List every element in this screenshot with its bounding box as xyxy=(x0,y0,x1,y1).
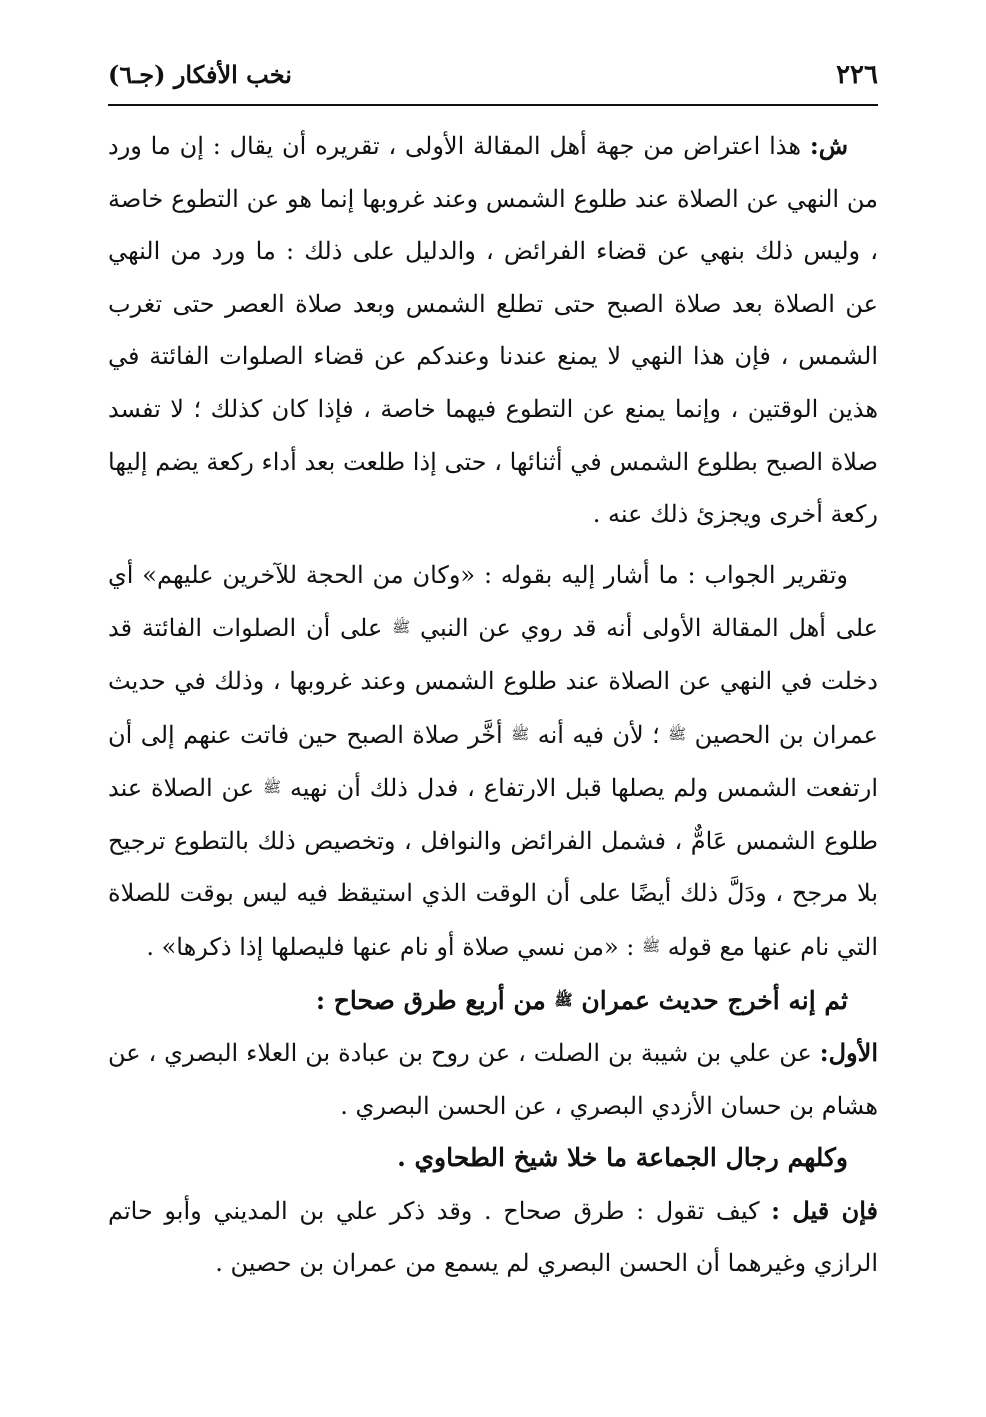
paragraph-text: عن علي بن شيبة بن الصلت ، عن روح بن عبادة بن العلاء البصري ، عن هشام بن حسان الأزدي البصري ، عن الحسن البصري . xyxy=(108,1039,878,1120)
section-heading xyxy=(108,1132,878,1185)
page-header xyxy=(108,58,878,102)
commentary-paragraph xyxy=(108,120,878,541)
header-divider xyxy=(108,104,878,106)
page-number: ٢٢٦ xyxy=(836,60,878,90)
paragraph-text: : «من نسي صلاة أو نام عنها فليصلها إذا ذكرها» . xyxy=(146,932,635,961)
heading-text: ثم إنه أخرج حديث عمران xyxy=(581,985,848,1015)
paragraph-text: على أن الصلوات الفائتة قد دخلت في النهي عن الصلاة عند طلوع الشمس وعند غروبها ، وذلك في حديث عمران بن الحصين xyxy=(108,614,878,749)
paragraph-lead: فإن قيل : xyxy=(771,1195,878,1225)
answer-paragraph xyxy=(108,549,878,974)
honorific-icon: ﷺ xyxy=(642,936,661,955)
paragraph-text: أخَّر صلاة الصبح حين فاتت عنهم إلى أن ارتفعت الشمس ولم يصلها قبل الارتفاع ، فدل ذلك أن نهيه xyxy=(108,720,878,803)
page-body xyxy=(108,120,878,1290)
honorific-icon: ﷺ xyxy=(668,724,687,743)
section-heading xyxy=(108,974,878,1028)
paragraph-gap xyxy=(108,541,878,549)
paragraph-text: عن الصلاة عند طلوع الشمس عَامٌّ ، فشمل الفرائض والنوافل ، وتخصيص ذلك بالتطوع ترجيح بلا مرجح ، ودَلَّ ذلك أيضًا على أن الوقت الذي استيقظ فيه ليس بوقت للصلاة التي نام عنها مع قوله xyxy=(108,774,878,961)
paragraph-text: كيف تقول : طرق صحاح . وقد ذكر علي بن المديني وأبو حاتم الرازي وغيرهما أن الحسن البصري لم يسمع من عمران بن حصين . xyxy=(108,1196,878,1278)
honorific-icon: ﷺ xyxy=(262,778,282,797)
paragraph-lead: ش: xyxy=(809,131,848,160)
honorific-icon: ﷺ xyxy=(392,618,411,637)
honorific-icon: ﷺ xyxy=(554,990,573,1009)
paragraph-lead: الأول: xyxy=(819,1038,878,1068)
paragraph-text: ؛ لأن فيه أنه xyxy=(537,720,660,749)
heading-text: من أربع طرق صحاح : xyxy=(315,985,546,1015)
heading-text: وكلهم رجال الجماعة ما خلا شيخ الطحاوي . xyxy=(397,1143,848,1173)
chain-paragraph xyxy=(108,1027,878,1132)
paragraph-text: وتقرير الجواب : ما أشار إليه بقوله : «وكان من الحجة للآخرين عليهم» أي على أهل المقالة الأولى أنه قد روي عن النبي xyxy=(108,560,878,643)
objection-paragraph xyxy=(108,1185,878,1290)
book-title: نخب الأفكار (جـ٦) xyxy=(108,60,292,89)
paragraph-text: هذا اعتراض من جهة أهل المقالة الأولى ، تقريره أن يقال : إن ما ورد من النهي عن الصلاة عند طلوع الشمس وعند غروبها إنما هو عن التطوع خاصة ، وليس ذلك بنهي عن قضاء الفرائض ، والدليل على ذلك : ما ورد من النهي عن الصلاة بعد صلاة الصبح حتى تطلع الشمس وبعد صلاة العصر حتى تغرب الشمس ، فإن هذا النهي لا يمنع عندنا وعندكم عن قضاء الصلوات الفائتة في هذين الوقتين ، وإنما يمنع عن التطوع فيهما خاصة ، فإذا كان كذلك ؛ لا تفسد صلاة الصبح بطلوع الشمس في أثنائها ، حتى إذا طلعت بعد أداء ركعة يضم إليها ركعة أخرى ويجزئ ذلك عنه . xyxy=(108,132,879,529)
honorific-icon: ﷺ xyxy=(511,724,530,743)
